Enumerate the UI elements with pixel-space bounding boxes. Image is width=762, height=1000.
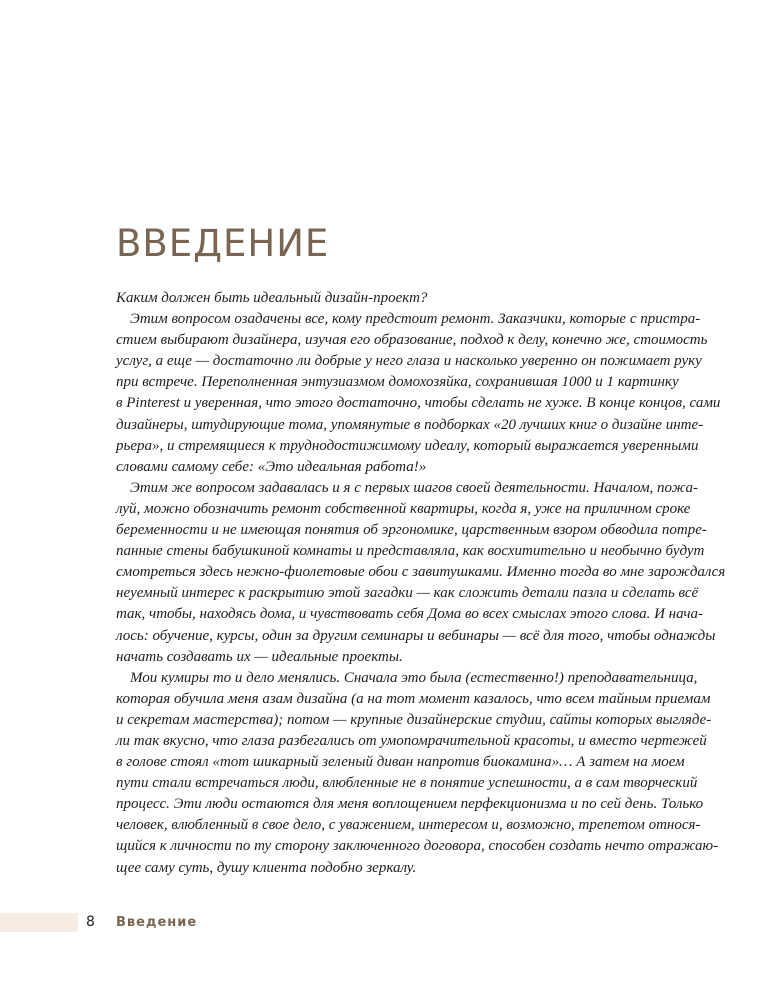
text-line: человек, влюбленный в свое дело, с уважением, интересом и, возможно, трепетом относя-: [116, 817, 701, 834]
text-line: ли так вкусно, что глаза разбегались от умопомрачительной красоты, и вместо чертежей: [116, 732, 707, 749]
page-number: 8: [86, 914, 95, 930]
text-line: лось: обучение, курсы, один за другим семинары и вебинары — всё для того, чтобы однажды: [116, 627, 716, 644]
chapter-title: ВВЕДЕНИЕ: [116, 222, 330, 265]
text-line: и секретам мастерства); потом — крупные дизайнерские студии, сайты которых выгляде-: [116, 711, 712, 728]
text-line: Мои кумиры то и дело менялись. Сначала это была (естественно!) преподавательница,: [130, 669, 698, 686]
text-line: услуг, а еще — достаточно ли добрые у него глаза и насколько уверенно он пожимает руку: [116, 353, 702, 370]
text-line: в голове стоял «тот шикарный зеленый диван напротив биокамина»… А затем на моем: [116, 754, 685, 771]
footer-accent-bar: [0, 913, 78, 932]
text-line: пути стали встречаться люди, влюбленные не в понятие успешности, а в сам творческий: [116, 775, 698, 792]
text-line: дизайнеры, штудирующие тома, упомянутые в подборках «20 лучших книг о дизайне инте-: [116, 416, 704, 433]
text-line: щийся к личности по ту сторону заключенного договора, способен создать нечто отражаю-: [116, 838, 719, 855]
text-line: панные стены бабушкиной комнаты и представляла, как восхитительно и необычно будут: [116, 543, 705, 560]
text-line: которая обучила меня азам дизайна (а на тот момент казалось, что всем тайным приемам: [116, 690, 711, 707]
text-line: словами самому себе: «Это идеальная работа!»: [116, 458, 427, 475]
text-line: щее саму суть, душу клиента подобно зеркалу.: [116, 859, 417, 876]
text-line: Этим же вопросом задавалась и я с первых шагов своей деятельности. Началом, пожа-: [130, 479, 698, 496]
text-line: Каким должен быть идеальный дизайн-проект?: [116, 290, 428, 306]
text-line: луй, можно обозначить ремонт собственной квартиры, когда я, уже на приличном сроке: [116, 500, 691, 517]
text-line: смотреться здесь нежно-фиолетовые обои с завитушками. Именно тогда во мне зарождался: [116, 564, 726, 581]
text-line: Этим вопросом озадачены все, кому предстоит ремонт. Заказчики, которые с пристра-: [130, 311, 701, 328]
text-line: стием выбирают дизайнера, изучая его образование, подход к делу, конечно же, стоимость: [116, 332, 708, 349]
text-line: начать создавать их — идеальные проекты.: [116, 648, 403, 665]
body-text: [116, 288, 726, 879]
text-line: при встрече. Переполненная энтузиазмом домохозяйка, сохранившая 1000 и 1 картинку: [116, 374, 679, 391]
running-title: Введение: [116, 915, 198, 930]
text-line: беременности и не имеющая понятия об эргономике, царственным взором обводила потре-: [116, 522, 707, 539]
text-line: так, чтобы, находясь дома, и чувствовать себя Дома во всех смыслах этого слова. И нача-: [116, 606, 704, 623]
text-line: в Pinterest и уверенная, что этого достаточно, чтобы сделать не хуже. В конце концов, сами: [116, 395, 721, 412]
text-line: рьера», и стремящиеся к труднодостижимому идеалу, который выражается уверенными: [116, 437, 699, 454]
text-line: неуемный интерес к раскрытию этой загадки — как сложить детали пазла и сделать всё: [116, 585, 699, 602]
text-line: процесс. Эти люди остаются для меня воплощением перфекционизма и по сей день. Только: [116, 796, 704, 813]
